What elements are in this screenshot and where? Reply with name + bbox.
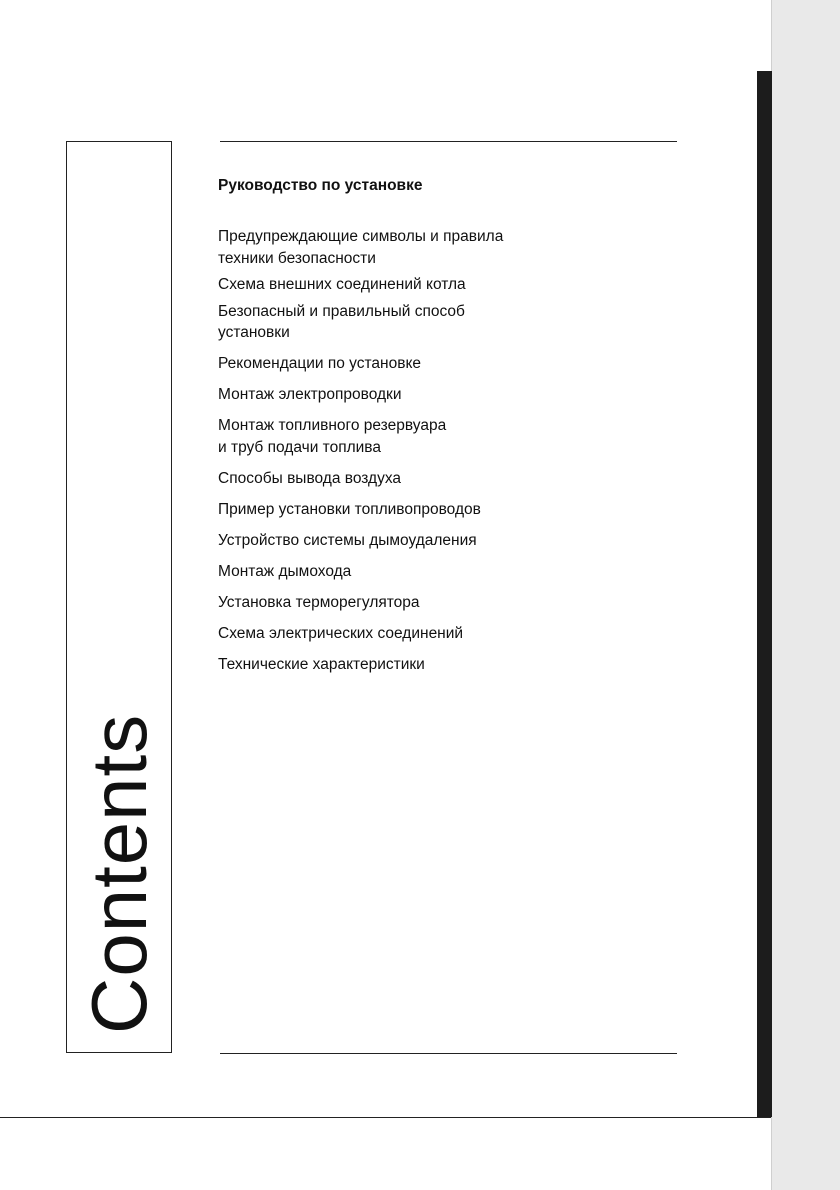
toc-item-air-venting[interactable]: [218, 468, 638, 490]
toc-item-label: Пример установки топливопроводов: [218, 500, 481, 518]
toc-list: [218, 226, 638, 675]
toc-item-external-connections[interactable]: [218, 274, 638, 296]
toc-item-label: Устройство системы дымоудаления: [218, 531, 477, 549]
toc-item-label: Монтаж электропроводки: [218, 386, 402, 403]
footer-rule: [0, 1117, 771, 1118]
toc-item-specifications[interactable]: [218, 654, 638, 676]
section-tab-bar: [757, 71, 772, 1117]
table-of-contents: [218, 176, 638, 685]
contents-title: Contents: [75, 713, 163, 1034]
toc-item-flue-system[interactable]: [218, 530, 638, 552]
toc-item-wiring-diagram[interactable]: [218, 623, 638, 645]
toc-item-thermostat[interactable]: [218, 592, 638, 614]
toc-top-rule: [220, 141, 677, 142]
toc-item-label: Схема внешних соединений котла: [218, 276, 466, 293]
toc-item-installation-recommendations[interactable]: [218, 353, 638, 375]
toc-item-wiring[interactable]: [218, 384, 638, 406]
toc-item-label: Технические характеристики: [218, 655, 425, 673]
toc-item-chimney[interactable]: [218, 561, 638, 583]
toc-item-label: Способы вывода воздуха: [218, 469, 402, 487]
toc-item-fuel-tank[interactable]: [218, 415, 638, 458]
page-side-strip: [771, 0, 840, 1190]
toc-item-label: Рекомендации по установке: [218, 355, 422, 372]
contents-label-box: [66, 141, 172, 1053]
toc-item-safety[interactable]: [218, 226, 638, 269]
toc-item-safe-installation[interactable]: [218, 301, 638, 344]
toc-item-label: Монтаж топливного резервуара и труб подачи топлива: [218, 417, 447, 456]
toc-bottom-rule: [220, 1053, 677, 1054]
toc-item-label: Предупреждающие символы и правила техники безопасности: [218, 228, 504, 267]
toc-heading: Руководство по установке: [218, 177, 423, 194]
toc-item-label: Установка терморегулятора: [218, 593, 420, 611]
toc-item-label: Схема электрических соединений: [218, 624, 464, 642]
toc-item-label: Монтаж дымохода: [218, 562, 352, 580]
toc-item-label: Безопасный и правильный способ установки: [218, 302, 465, 341]
toc-item-fuel-pipe-example[interactable]: [218, 499, 638, 521]
